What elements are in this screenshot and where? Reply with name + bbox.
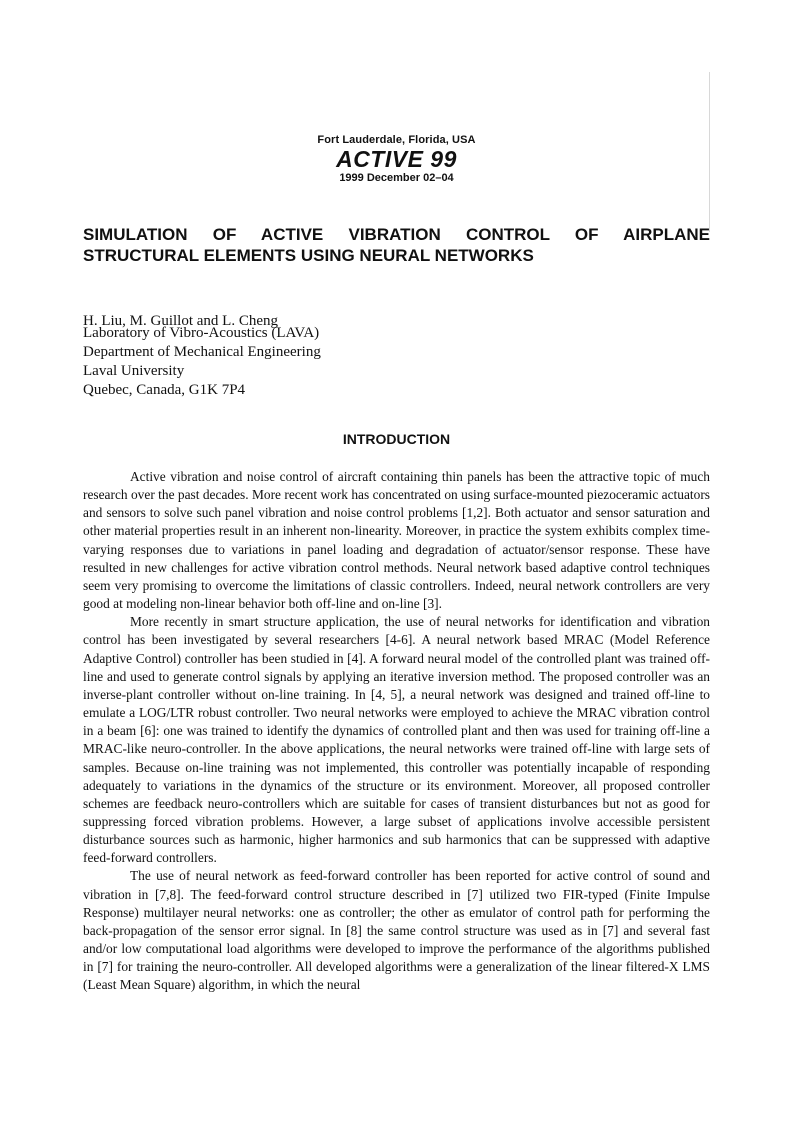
affiliation-line: Quebec, Canada, G1K 7P4 (83, 382, 246, 398)
affiliation (83, 324, 321, 400)
authors: H. Liu, M. Guillot and L. Cheng (83, 313, 278, 329)
section-heading: INTRODUCTION (342, 431, 451, 447)
body-text (83, 468, 710, 995)
conference-location: Fort Lauderdale, Florida, USA (317, 134, 476, 146)
paragraph: Active vibration and noise control of aircraft containing thin panels has been the attractive topic of much research over the past decades. More recent work has concentrated on using surface-mounted piezoceramic actuators and sensors to solve such panel vibration and noise control problems [1,2]. Both actuator and sensor saturation and other material properties result in an inherent non-linearity. Moreover, in practice the system exhibits complex time-varying responses due to variations in panel loading and degradation of actuator/sensor response. These have resulted in new challenges for active vibration control methods. Neural network based adaptive control techniques seem very promising to overcome the limitations of classic controllers. Indeed, neural network controllers are very good at modeling non-linear behavior both off-line and on-line [3]. (83, 469, 710, 612)
paper-title-line-1: SIMULATION OF ACTIVE VIBRATION CONTROL OF AIRPLANE (83, 225, 710, 244)
paragraph: More recently in smart structure application, the use of neural networks for identification and vibration control has been investigated by several researchers [4-6]. A neural network based MRAC (Model Reference Adaptive Control) controller has been studied in [4]. A forward neural model of the controlled plant was trained off-line and used to generate control signals by applying an iterative inversion method. The proposed controller was an inverse-plant controller without on-line training. In [4, 5], a neural network was designed and trained off-line to emulate a LOG/LTR robust controller. Two neural networks were employed to achieve the MRAC vibration control in a beam [6]: one was trained to identify the dynamics of controlled plant and then was used for training off-line a MRAC-like neuro-controller. In the above applications, the neural networks were trained off-line with large sets of samples. Because on-line training was not implemented, this controller was potentially incapable of responding adequately to variations in the dynamics of the structure or its environment. Moreover, all proposed controller schemes are feedback neuro-controllers which are suitable for cases of transient disturbances but not as good for suppressing forced vibration problems. However, a large subset of applications involve accessible persistent disturbance sources such as harmonic, higher harmonics and sub harmonics that can be suppressed with adaptive feed-forward controllers. (83, 614, 710, 866)
paper-title (83, 224, 710, 266)
conference-name: ACTIVE 99 (336, 146, 457, 172)
affiliation-line: Department of Mechanical Engineering (83, 344, 321, 360)
conference-header (0, 133, 793, 184)
affiliation-line: Laval University (83, 363, 185, 379)
paragraph: The use of neural network as feed-forward controller has been reported for active control of sound and vibration in [7,8]. The feed-forward control structure described in [7] utilized two FIR-typed (Finite Impulse Response) multilayer neural networks: one as controller; the other as emulator of control path for performing the back-propagation of the sensor error signal. In [8] the same control structure was used as in [7] and several fast and/or low computational load algorithms were developed to improve the performance of the algorithms published in [7] for training the neuro-controller. All developed algorithms were a generalization of the linear filtered-X LMS (Least Mean Square) algorithm, in which the neural (83, 868, 710, 993)
paper-title-line-2: STRUCTURAL ELEMENTS USING NEURAL NETWORKS (83, 246, 534, 265)
conference-date: 1999 December 02–04 (339, 172, 454, 184)
affiliation-line: Laboratory of Vibro-Acoustics (LAVA) (83, 325, 320, 341)
